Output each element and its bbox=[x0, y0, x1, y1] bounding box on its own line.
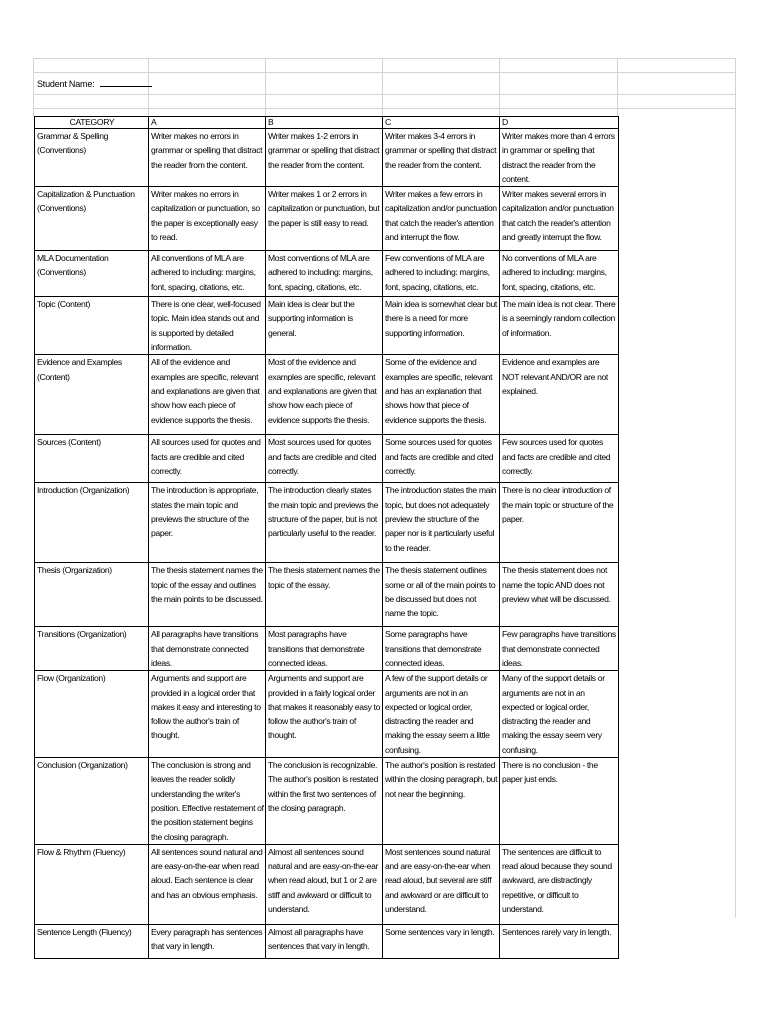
criteria-cell-c: The author's position is restated within the closing paragraph, but not near the beginning. bbox=[383, 758, 500, 845]
gridline bbox=[382, 94, 383, 116]
student-name-blank[interactable] bbox=[100, 78, 152, 87]
criteria-cell-a: All sources used for quotes and facts are credible and cited correctly. bbox=[149, 435, 266, 483]
category-header: CATEGORY bbox=[35, 117, 149, 129]
criteria-cell-d: No conventions of MLA are adhered to including: margins, font, spacing, citations, etc. bbox=[500, 251, 619, 297]
gridline bbox=[148, 94, 149, 116]
criteria-cell-c: Some paragraphs have transitions that demonstrate connected ideas. bbox=[383, 627, 500, 671]
criteria-cell-d: Evidence and examples are NOT relevant AND/OR are not explained. bbox=[500, 355, 619, 435]
rubric-row bbox=[35, 483, 619, 563]
gridline bbox=[265, 94, 266, 116]
criteria-cell-c: Writer makes a few errors in capitalization and/or punctuation that catch the reader's attention and interrupt the flow. bbox=[383, 187, 500, 251]
criteria-cell-b: Almost all sentences sound natural and are easy-on-the-ear when read aloud, but 1 or 2 are stiff and awkward or difficult to understand. bbox=[266, 844, 383, 924]
criteria-cell-d: Writer makes several errors in capitalization and/or punctuation that catch the reader's attention and greatly interrupt the flow. bbox=[500, 187, 619, 251]
criteria-cell-c: Some sentences vary in length. bbox=[383, 924, 500, 958]
gridline bbox=[735, 58, 736, 918]
rubric-row bbox=[35, 758, 619, 845]
gridline bbox=[33, 108, 735, 109]
category-cell: Flow (Organization) bbox=[35, 671, 149, 758]
rubric-row bbox=[35, 297, 619, 355]
level-header-b: B bbox=[266, 117, 383, 129]
criteria-cell-d: The thesis statement does not name the topic AND does not preview what will be discussed. bbox=[500, 563, 619, 627]
criteria-cell-b: The introduction clearly states the main topic and previews the structure of the paper, but is not particularly useful to the reader. bbox=[266, 483, 383, 563]
criteria-cell-c: Writer makes 3-4 errors in grammar or spelling that distract the reader from the content. bbox=[383, 129, 500, 187]
category-cell: Evidence and Examples (Content) bbox=[35, 355, 149, 435]
criteria-cell-c: A few of the support details or arguments are not in an expected or logical order, distracting the reader and making the essay seem a little confusing. bbox=[383, 671, 500, 758]
criteria-cell-b: Most of the evidence and examples are specific, relevant and explanations are given that show how each piece of evidence supports the thesis. bbox=[266, 355, 383, 435]
category-cell: Capitalization & Punctuation (Conventions) bbox=[35, 187, 149, 251]
criteria-cell-d: Sentences rarely vary in length. bbox=[500, 924, 619, 958]
gridline bbox=[617, 94, 618, 116]
criteria-cell-c: Some sources used for quotes and facts are credible and cited correctly. bbox=[383, 435, 500, 483]
criteria-cell-b: Most paragraphs have transitions that demonstrate connected ideas. bbox=[266, 627, 383, 671]
category-cell: Sources (Content) bbox=[35, 435, 149, 483]
level-header-c: C bbox=[383, 117, 500, 129]
criteria-cell-c: Most sentences sound natural and are easy-on-the-ear when read aloud, but several are stiff and awkward or are difficult to understand. bbox=[383, 844, 500, 924]
criteria-cell-c: Main idea is somewhat clear but there is a need for more supporting information. bbox=[383, 297, 500, 355]
criteria-cell-a: All paragraphs have transitions that demonstrate connected ideas. bbox=[149, 627, 266, 671]
category-cell: Sentence Length (Fluency) bbox=[35, 924, 149, 958]
criteria-cell-a: There is one clear, well-focused topic. Main idea stands out and is supported by detailed information. bbox=[149, 297, 266, 355]
criteria-cell-d: The sentences are difficult to read aloud because they sound awkward, are distractingly repetitive, or difficult to understand. bbox=[500, 844, 619, 924]
criteria-cell-b: The thesis statement names the topic of the essay. bbox=[266, 563, 383, 627]
category-cell: Introduction (Organization) bbox=[35, 483, 149, 563]
rubric-row bbox=[35, 355, 619, 435]
gridline bbox=[33, 94, 34, 116]
criteria-cell-a: The conclusion is strong and leaves the reader solidly understanding the writer's position. Effective restatement of the position statement begins the closing paragraph. bbox=[149, 758, 266, 845]
criteria-cell-c: The thesis statement outlines some or all of the main points to be discussed but does not name the topic. bbox=[383, 563, 500, 627]
level-header-d: D bbox=[500, 117, 619, 129]
rubric-row bbox=[35, 924, 619, 958]
gridline bbox=[499, 94, 500, 116]
criteria-cell-a: Every paragraph has sentences that vary in length. bbox=[149, 924, 266, 958]
criteria-cell-d: There is no clear introduction of the main topic or structure of the paper. bbox=[500, 483, 619, 563]
criteria-cell-a: All sentences sound natural and are easy-on-the-ear when read aloud. Each sentence is clear and has an obvious emphasis. bbox=[149, 844, 266, 924]
criteria-cell-b: Most sources used for quotes and facts are credible and cited correctly. bbox=[266, 435, 383, 483]
criteria-cell-c: The introduction states the main topic, but does not adequately preview the structure of the paper nor is it particularly useful to the reader. bbox=[383, 483, 500, 563]
criteria-cell-d: Few sources used for quotes and facts are credible and cited correctly. bbox=[500, 435, 619, 483]
criteria-cell-a: Writer makes no errors in capitalization or punctuation, so the paper is exceptionally easy to read. bbox=[149, 187, 266, 251]
rubric-row bbox=[35, 627, 619, 671]
gridline bbox=[33, 94, 735, 95]
gridline bbox=[617, 58, 618, 94]
category-cell: MLA Documentation (Conventions) bbox=[35, 251, 149, 297]
criteria-cell-d: There is no conclusion - the paper just ends. bbox=[500, 758, 619, 845]
gridline bbox=[33, 72, 735, 73]
gridline bbox=[33, 58, 735, 59]
rubric-row bbox=[35, 563, 619, 627]
rubric-row bbox=[35, 187, 619, 251]
criteria-cell-b: Arguments and support are provided in a fairly logical order that makes it reasonably easy to follow the author's train of thought. bbox=[266, 671, 383, 758]
rubric-row bbox=[35, 671, 619, 758]
category-cell: Topic (Content) bbox=[35, 297, 149, 355]
criteria-cell-b: Almost all paragraphs have sentences that vary in length. bbox=[266, 924, 383, 958]
category-cell: Grammar & Spelling (Conventions) bbox=[35, 129, 149, 187]
gridline bbox=[499, 58, 500, 94]
rubric-row bbox=[35, 251, 619, 297]
criteria-cell-d: Many of the support details or arguments are not in an expected or logical order, distracting the reader and making the essay seem very confusing. bbox=[500, 671, 619, 758]
rubric-row bbox=[35, 435, 619, 483]
criteria-cell-b: The conclusion is recognizable. The author's position is restated within the first two sentences of the closing paragraph. bbox=[266, 758, 383, 845]
category-cell: Flow & Rhythm (Fluency) bbox=[35, 844, 149, 924]
criteria-cell-a: The introduction is appropriate, states the main topic and previews the structure of the paper. bbox=[149, 483, 266, 563]
criteria-cell-c: Few conventions of MLA are adhered to including: margins, font, spacing, citations, etc. bbox=[383, 251, 500, 297]
category-cell: Transitions (Organization) bbox=[35, 627, 149, 671]
category-cell: Thesis (Organization) bbox=[35, 563, 149, 627]
category-cell: Conclusion (Organization) bbox=[35, 758, 149, 845]
criteria-cell-c: Some of the evidence and examples are specific, relevant and has an explanation that shows how that piece of evidence supports the thesis. bbox=[383, 355, 500, 435]
criteria-cell-a: Writer makes no errors in grammar or spelling that distract the reader from the content. bbox=[149, 129, 266, 187]
criteria-cell-d: Few paragraphs have transitions that demonstrate connected ideas. bbox=[500, 627, 619, 671]
header-row bbox=[35, 117, 619, 129]
rubric-row bbox=[35, 129, 619, 187]
criteria-cell-b: Most conventions of MLA are adhered to including: margins, font, spacing, citations, etc. bbox=[266, 251, 383, 297]
gridline bbox=[33, 58, 34, 94]
criteria-cell-b: Main idea is clear but the supporting information is general. bbox=[266, 297, 383, 355]
rubric-row bbox=[35, 844, 619, 924]
criteria-cell-a: Arguments and support are provided in a logical order that makes it easy and interesting to follow the author's train of thought. bbox=[149, 671, 266, 758]
criteria-cell-d: The main idea is not clear. There is a seemingly random collection of information. bbox=[500, 297, 619, 355]
criteria-cell-d: Writer makes more than 4 errors in grammar or spelling that distract the reader from the content. bbox=[500, 129, 619, 187]
criteria-cell-a: All of the evidence and examples are specific, relevant and explanations are given that show how each piece of evidence supports the thesis. bbox=[149, 355, 266, 435]
student-name-line bbox=[37, 78, 152, 89]
criteria-cell-a: The thesis statement names the topic of the essay and outlines the main points to be discussed. bbox=[149, 563, 266, 627]
criteria-cell-b: Writer makes 1-2 errors in grammar or spelling that distract the reader from the content. bbox=[266, 129, 383, 187]
criteria-cell-b: Writer makes 1 or 2 errors in capitalization or punctuation, but the paper is still easy to read. bbox=[266, 187, 383, 251]
gridline bbox=[265, 58, 266, 94]
gridline bbox=[382, 58, 383, 94]
level-header-a: A bbox=[149, 117, 266, 129]
rubric-table bbox=[34, 116, 619, 959]
student-name-label: Student Name: bbox=[37, 79, 95, 89]
criteria-cell-a: All conventions of MLA are adhered to including: margins, font, spacing, citations, etc. bbox=[149, 251, 266, 297]
